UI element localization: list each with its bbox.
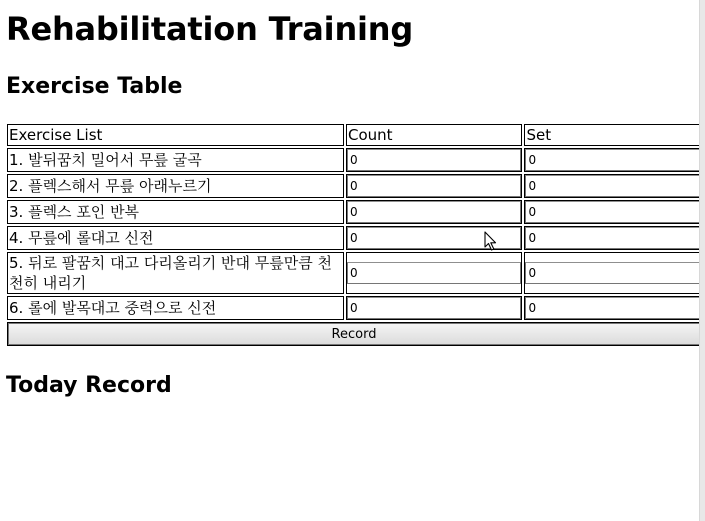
- set-input[interactable]: [525, 201, 700, 223]
- set-input[interactable]: [525, 227, 700, 249]
- exercise-name: 3. 플렉스 포인 반복: [7, 200, 344, 224]
- exercise-table: [5, 122, 703, 348]
- exercise-name: 1. 발뒤꿈치 밀어서 무릎 굴곡: [7, 148, 344, 172]
- mouse-pointer-icon: [484, 231, 498, 251]
- count-input[interactable]: [347, 262, 522, 284]
- column-header-exercise: Exercise List: [7, 124, 344, 146]
- record-row: [7, 322, 701, 346]
- page-title: Rehabilitation Training: [6, 10, 414, 48]
- scrollbar-edge: [699, 0, 705, 521]
- table-row: [7, 148, 701, 172]
- exercise-name: 6. 롤에 발목대고 중력으로 신전: [7, 296, 344, 320]
- table-row: [7, 226, 701, 250]
- count-input[interactable]: [347, 201, 522, 223]
- today-record-heading: Today Record: [6, 373, 172, 398]
- column-header-count: Count: [346, 124, 523, 146]
- count-input[interactable]: [347, 297, 522, 319]
- table-row: [7, 296, 701, 320]
- set-input[interactable]: [525, 297, 700, 319]
- set-input[interactable]: [525, 175, 700, 197]
- exercise-name: 2. 플렉스해서 무릎 아래누르기: [7, 174, 344, 198]
- column-header-set: Set: [524, 124, 701, 146]
- table-header-row: [7, 124, 701, 146]
- table-row: [7, 174, 701, 198]
- exercise-table-heading: Exercise Table: [6, 74, 183, 99]
- count-input[interactable]: [347, 149, 522, 171]
- table-row: [7, 200, 701, 224]
- set-input[interactable]: [525, 262, 700, 284]
- set-input[interactable]: [525, 149, 700, 171]
- count-input[interactable]: [347, 175, 522, 197]
- exercise-name: 5. 뒤로 팔꿈치 대고 다리올리기 반대 무릎만큼 천천히 내리기: [7, 252, 344, 294]
- table-row: [7, 252, 701, 294]
- exercise-name: 4. 무릎에 롤대고 신전: [7, 226, 344, 250]
- record-button[interactable]: Record: [8, 323, 700, 345]
